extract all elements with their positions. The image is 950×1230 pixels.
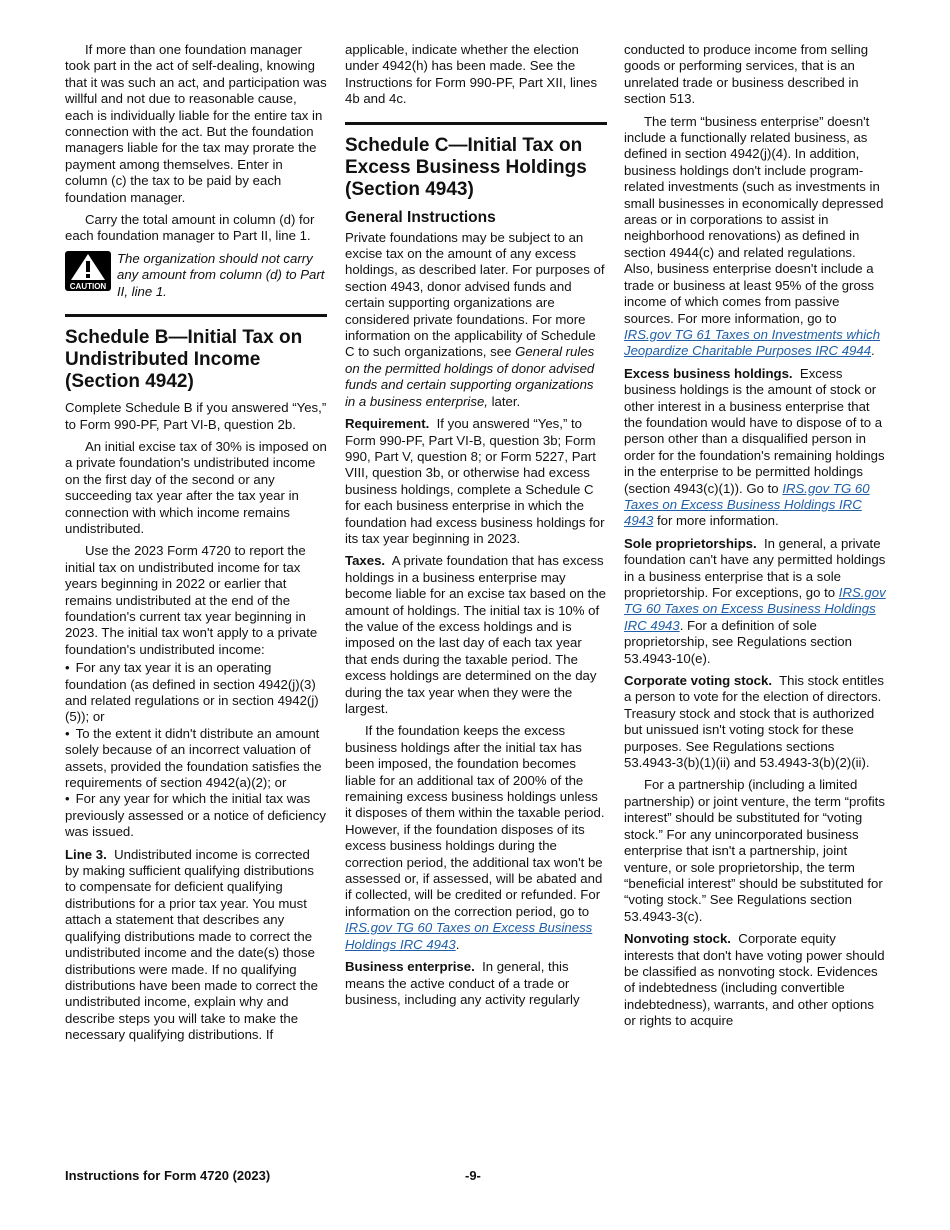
general-instructions-heading: General Instructions xyxy=(345,208,496,226)
paragraph xyxy=(65,847,327,1044)
text: . xyxy=(871,343,875,359)
section-divider xyxy=(345,122,607,125)
text: In general, a private foundation can't have any permitted holdings in a business enterprise that is a sole proprietorship. For exceptions, go to xyxy=(624,535,886,600)
paragraph xyxy=(624,536,886,667)
list-item: • To the extent it didn't distribute an amount solely because of an incorrect valuation of assets, provided the foundation satisfies the requirements of section 4942(a)(2); or xyxy=(65,726,327,792)
text: for more information. xyxy=(653,513,779,529)
text: In general, this means the active conduct of a trade or business, including any activity regularly xyxy=(345,959,580,1007)
run-in-heading: Corporate voting stock. xyxy=(624,673,773,689)
text: Excess business holdings is the amount of stock or other interest in a business enterprise that the foundation would have to dispose of to a person other than a disqualified person in order for the foundation's remaining holdings in the enterprise to be permitted holdings (section 4943(c)(1)). Go to xyxy=(624,365,885,496)
run-in-heading: Taxes. xyxy=(345,553,386,569)
irs-tg61-link[interactable]: IRS.gov TG 61 Taxes on Investments which Jeopardize Charitable Purposes IRC 4944 xyxy=(624,326,881,359)
run-in-heading: Excess business holdings. xyxy=(624,365,793,381)
caution-icon xyxy=(65,251,111,291)
run-in-heading: Line 3. xyxy=(65,846,107,862)
paragraph xyxy=(624,114,886,360)
paragraph xyxy=(345,553,607,717)
caution-text: The organization should not carry any amount from column (d) to Part II, line 1. xyxy=(117,250,325,299)
paragraph: Complete Schedule B if you answered “Yes,” to Form 990-PF, Part VI-B, question 2b. xyxy=(65,400,327,432)
caution-box xyxy=(65,251,327,300)
paragraph: applicable, indicate whether the election under 4942(h) has been made. See the Instructions for Form 990-PF, Part XII, lines 4b and 4c. xyxy=(345,42,598,107)
paragraph xyxy=(624,673,886,771)
run-in-heading: Sole proprietorships. xyxy=(624,535,757,551)
paragraph: For a partnership (including a limited partnership) or joint venture, the term “profits interest” should be substituted for “voting stock.” For any unincorporated business enterprise that isn't a partnership, joint venture, or sole proprietorship, the term “beneficial interest” should be substituted for “voting stock.” See Regulations section 53.4943-3(c). xyxy=(624,777,885,924)
text: Private foundations may be subject to an excise tax on the amount of any excess holdings, as described later. For purposes of section 4943, donor advised funds and certain supporting organizations are considered private foundations. For more information on the applicability of Schedule C to such organizations, see xyxy=(345,229,605,360)
paragraph: Carry the total amount in column (d) for each foundation manager to Part II, line 1. xyxy=(65,212,315,244)
paragraph: conducted to produce income from selling goods or performing services, that is an unrelated trade or business described in section 513. xyxy=(624,42,869,107)
paragraph xyxy=(345,416,607,547)
list-item: • For any year for which the initial tax was previously assessed or a notice of deficiency was issued. xyxy=(65,791,327,840)
paragraph: Use the 2023 Form 4720 to report the initial tax on undistributed income for tax years beginning in 2022 or earlier that remains undistributed at the end of the foundation's current tax year beginning in 2023. The initial tax won't apply to a private foundation's undistributed income: xyxy=(65,543,318,657)
run-in-heading: Requirement. xyxy=(345,416,430,432)
paragraph xyxy=(345,230,607,410)
text: A private foundation that has excess holdings in a business enterprise may become liable for an excise tax based on the amount of holdings. The initial tax is 10% of the value of the excess holdings and is imposed on the last day of each tax year that ends during the taxable period. The excess holdings are determined on the day during the tax year when they were the largest. xyxy=(345,553,606,716)
text: Corporate equity interests that don't have voting power should be classified as nonvoting stock. Evidences of indebtedness (including convertible indebtedness), warrants, and other options or rights to acquire xyxy=(624,931,885,1029)
text: . xyxy=(455,936,460,952)
italic-text: General rules on the permitted holdings of donor advised funds and certain supporting organizations in a business enterprise, xyxy=(345,344,595,409)
paragraph xyxy=(624,366,886,530)
column-1 xyxy=(65,42,327,1050)
irs-tg60-link[interactable]: IRS.gov TG 60 Taxes on Excess Business Holdings IRC 4943 xyxy=(345,920,593,952)
column-3 xyxy=(624,42,886,1036)
schedule-c-title: Schedule C—Initial Tax on Excess Business Holdings (Section 4943) xyxy=(345,134,587,200)
text: later. xyxy=(487,393,521,409)
paragraph xyxy=(624,931,886,1029)
schedule-b-title: Schedule B—Initial Tax on Undistributed Income (Section 4942) xyxy=(65,327,303,393)
text: . For a definition of sole proprietorship, see Regulations section 53.4943-10(e). xyxy=(624,617,852,666)
caution-label: CAUTION xyxy=(69,281,107,291)
text: Undistributed income is corrected by making sufficient qualifying distributions to compensate for deficient qualifying distributions for a prior tax year. You must attach a statement that describes any qualifying distributions made to correct the undistributed income and the date(s) those distributions were made. If no qualifying distributions have been made to correct the undistributed income, explain why and describe steps you will take to make the necessary qualifying distributions. If xyxy=(65,846,318,1043)
irs-tg60-link[interactable]: IRS.gov TG 60 Taxes on Excess Business Holdings IRC 4943 xyxy=(624,585,886,633)
footer-form-title: Instructions for Form 4720 (2023) xyxy=(65,1168,271,1183)
text: If you answered “Yes,” to Form 990-PF, Part VI-B, question 3b; Form 990, Part V, question 8; or Form 5227, Part VIII, question 3b, or otherwise had excess business holdings, complete a Schedule C for each business enterprise in which the foundation had excess business holdings for its tax year beginning in 2023. xyxy=(345,416,605,546)
run-in-heading: Nonvoting stock. xyxy=(624,931,731,947)
paragraph: If more than one foundation manager took part in the act of self-dealing, knowing that it was such an act, and participation was willful and not due to reasonable cause, each is individually liable for the entire tax in connection with the act. But the foundation managers liable for the tax may prorate the payment among themselves. Enter in column (c) the tax to be paid by each foundation manager. xyxy=(65,42,327,205)
irs-tg60-link[interactable]: IRS.gov TG 60 Taxes on Excess Business Holdings IRC 4943 xyxy=(624,480,870,529)
column-2 xyxy=(345,42,607,1014)
text: This stock entitles a person to vote for the election of directors. Treasury stock and stock that is authorized but unissued isn't voting stock for these purposes. See Regulations sections 53.4943-3(b)(1)(ii) and 53.4943-3(b)(2)(ii). xyxy=(624,673,884,771)
text: The term “business enterprise” doesn't include a functionally related business, as defined in section 4942(j)(4). In addition, business holdings don't include program-related investments (such as investments in small businesses in economically depressed areas or in corporations to assist in neighborhood renovations) as defined in section 4944(c) and related regulations. Also, business enterprise doesn't include a trade or business at least 95% of the gross income of which comes from passive sources. For more information, go to xyxy=(624,113,884,326)
paragraph: An initial excise tax of 30% is imposed on a private foundation's undistributed income on the first day of the second or any succeeding tax year after the tax year in connection with which income remains undistributed. xyxy=(65,438,327,536)
paragraph xyxy=(345,723,607,953)
run-in-heading: Business enterprise. xyxy=(345,959,475,975)
page-number: -9- xyxy=(465,1168,481,1183)
section-divider xyxy=(65,314,327,317)
text: If the foundation keeps the excess business holdings after the initial tax has been imposed, the foundation becomes liable for an additional tax of 200% of the remaining excess business holdings unless it disposes of them within the taxable period. However, if the foundation disposes of its excess business holdings during the correction period, the additional tax won't be assessed or, if assessed, will be abated and if collected, will be credited or refunded. For information on the correction period, go to xyxy=(345,723,605,919)
list-item: • For any tax year it is an operating foundation (as defined in section 4942(j)(3) and related regulations or in section 4942(j)(5)); or xyxy=(65,660,327,726)
paragraph xyxy=(345,959,607,1008)
